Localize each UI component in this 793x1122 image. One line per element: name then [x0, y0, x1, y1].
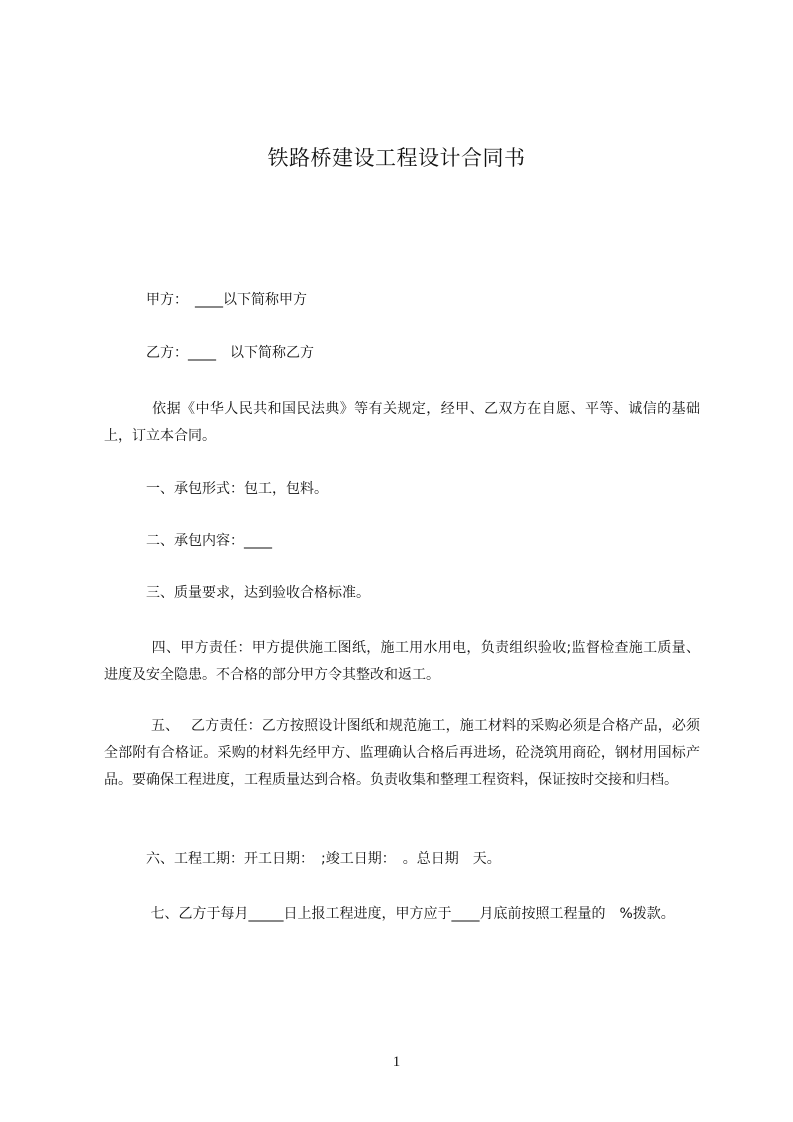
clause-7-progress-payment: 七、乙方于每月_____日上报工程进度，甲方应于____月底前按照工程量的 %拨款。 [104, 906, 675, 922]
clause-2-contract-content: 二、承包内容：____ [104, 533, 272, 549]
clause-1-contract-form: 一、承包形式：包工，包料。 [104, 481, 328, 497]
preamble-paragraph: 依据《中华人民共和国民法典》等有关规定，经甲、乙双方在自愿、平等、诚信的基础上，订立本合同。 [104, 401, 700, 444]
clause-4-party-a-responsibility: 四、甲方责任：甲方提供施工图纸，施工用水用电，负责组织验收;监督检查施工质量、进度及安全隐患。不合格的部分甲方令其整改和返工。 [104, 640, 700, 683]
party-a-line: 甲方： ____以下简称甲方 [104, 292, 307, 308]
document-title: 铁路桥建设工程设计合同书 [267, 146, 526, 170]
party-b-line: 乙方：____ 以下简称乙方 [104, 345, 314, 361]
clause-6-construction-period: 六、工程工期：开工日期： ;竣工日期： 。总日期 天。 [104, 851, 501, 867]
clause-3-quality-requirement: 三、质量要求，达到验收合格标准。 [104, 585, 370, 601]
page-number: 1 [392, 1054, 401, 1070]
clause-5-party-b-responsibility: 五、 乙方责任：乙方按照设计图纸和规范施工，施工材料的采购必须是合格产品，必须全部附有合格证。采购的材料先经甲方、监理确认合格后再进场，砼浇筑用商砼，钢材用国标产品。要确保工程进度，工程质量达到合格。负责收集和整理工程资料，保证按时交接和归档。 [104, 718, 700, 788]
